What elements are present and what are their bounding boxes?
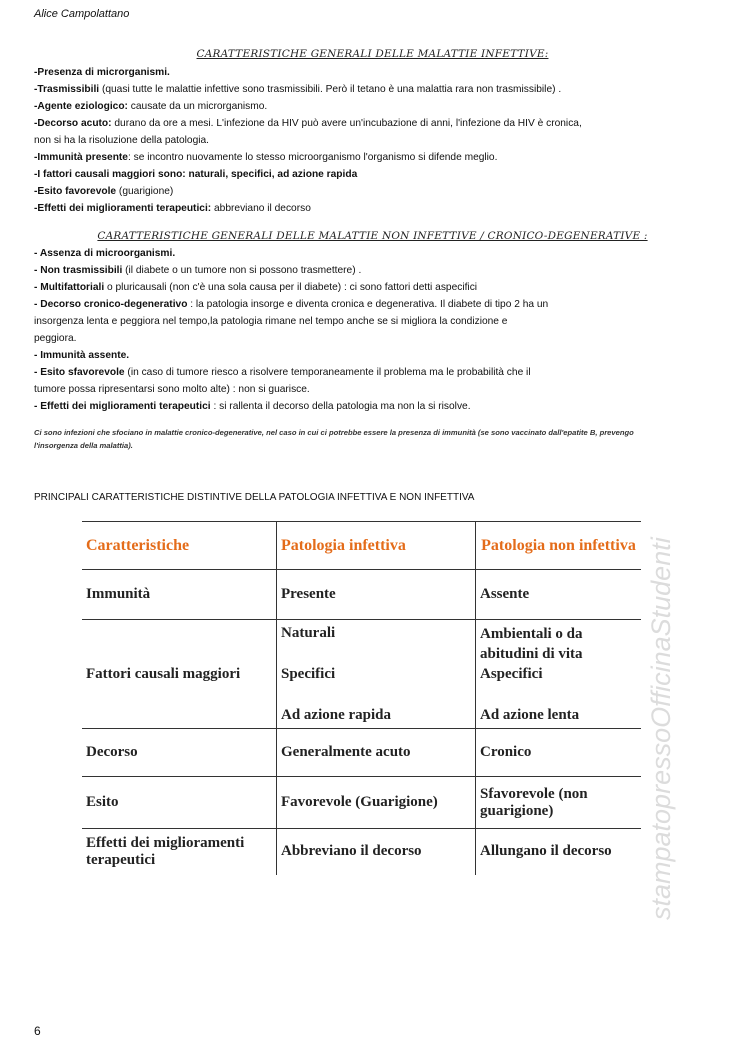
list-item <box>34 64 654 81</box>
row-label: Immunità <box>82 570 277 620</box>
note-text: Ci sono infezioni che sfociano in malattie cronico-degenerative, nel caso in cui ci potrebbe essere la presenza di immunità (se sono vaccinato dall'epatite B, prevengo l'insorgenza della malattia). <box>34 428 634 450</box>
cell-infective: Generalmente acuto <box>277 729 476 777</box>
cell-line: Ambientali o da abitudini di vita <box>480 625 583 662</box>
author-name: Alice Campolattano <box>34 8 130 20</box>
list-item <box>34 81 654 98</box>
item-bold-text: - Effetti dei miglioramenti terapeutici <box>34 401 211 412</box>
item-bold-text: - Non trasmissibili <box>34 265 123 276</box>
item-bold-text: - Immunità assente. <box>34 350 130 361</box>
item-bold-text: -Immunità presente <box>34 152 128 163</box>
item-text: insorgenza lenta e peggiora nel tempo,la patologia rimane nel tempo anche se si migliora la condizione e <box>34 316 508 327</box>
item-bold-text: -Trasmissibili <box>34 84 100 95</box>
table-row <box>82 729 641 777</box>
cell-non-infective <box>476 620 642 729</box>
list-item <box>34 381 654 398</box>
page-number: 6 <box>34 1024 41 1038</box>
item-text: o pluricausali (non c'è una sola causa per il diabete) : ci sono fattori detti aspecifici <box>104 282 478 293</box>
list-item <box>34 115 654 132</box>
item-text: (il diabete o un tumore non si possono trasmettere) . <box>122 265 362 276</box>
list-item <box>34 132 654 149</box>
list-item <box>34 347 654 364</box>
table-header-non-infective: Patologia non infettiva <box>476 522 642 570</box>
item-text: : si rallenta il decorso della patologia ma non la si risolve. <box>210 401 471 412</box>
item-text: tumore possa ripresentarsi sono molto alte) : non si guarisce. <box>34 384 310 395</box>
item-bold-text: -I fattori causali maggiori sono: naturali, specifici, ad azione rapida <box>34 169 358 180</box>
item-bold-text: -Agente eziologico: <box>34 101 128 112</box>
section-title-non-infective: CARATTERISTICHE GENERALI DELLE MALATTIE NON INFETTIVE / CRONICO-DEGENERATIVE : <box>97 230 648 242</box>
list-item <box>34 98 654 115</box>
item-bold-text: - Decorso cronico-degenerativo <box>34 299 188 310</box>
list-item <box>34 313 654 330</box>
cell-infective: Favorevole (Guarigione) <box>277 777 476 829</box>
table-header-characteristics: Caratteristiche <box>82 522 277 570</box>
item-bold-text: - Esito sfavorevole <box>34 367 125 378</box>
cell-non-infective: Assente <box>476 570 642 620</box>
row-label: Decorso <box>82 729 277 777</box>
row-label: Esito <box>82 777 277 829</box>
table-row <box>82 620 641 729</box>
cell-non-infective: Sfavorevole (non guarigione) <box>476 777 642 829</box>
list-item <box>34 166 654 183</box>
item-text: non si ha la risoluzione della patologia. <box>34 135 210 146</box>
cell-non-infective: Allungano il decorso <box>480 843 612 860</box>
list-item <box>34 200 654 217</box>
item-text: causate da un microrganismo. <box>127 101 268 112</box>
item-text: (quasi tutte le malattie infettive sono trasmissibili. Però il tetano è una malattia rara non trasmissibile) . <box>99 84 562 95</box>
item-text: (guarigione) <box>116 186 174 197</box>
item-bold-text: -Presenza di microrganismi. <box>34 67 170 78</box>
cell-line: Aspecifici <box>480 665 543 682</box>
non-infective-characteristics-list <box>34 245 654 415</box>
section-title-infective: CARATTERISTICHE GENERALI DELLE MALATTIE INFETTIVE: <box>196 48 549 60</box>
list-item <box>34 183 654 200</box>
item-bold-text: -Decorso acuto: <box>34 118 112 129</box>
list-item <box>34 296 654 313</box>
item-bold-text: -Effetti dei miglioramenti terapeutici: <box>34 203 212 214</box>
row-label: Effetti dei miglioramenti terapeutici <box>82 829 277 875</box>
table-caption: PRINCIPALI CARATTERISTICHE DISTINTIVE DELLA PATOLOGIA INFETTIVA E NON INFETTIVA <box>34 492 475 503</box>
table-header-infective: Patologia infettiva <box>277 522 476 570</box>
table-row <box>82 829 641 875</box>
comparison-table <box>82 521 641 875</box>
row-label: Fattori causali maggiori <box>82 620 277 729</box>
list-item <box>34 364 654 381</box>
list-item <box>34 262 654 279</box>
cell-infective <box>277 620 476 729</box>
item-text: peggiora. <box>34 333 77 344</box>
item-bold-text: - Multifattoriali <box>34 282 105 293</box>
cell-line: Ad azione rapida <box>281 707 392 723</box>
item-bold-text: -Esito favorevole <box>34 186 117 197</box>
item-text: (in caso di tumore riesco a risolvere temporaneamente il problema ma le probabilità che il <box>124 367 531 378</box>
cell-infective: Presente <box>277 570 476 620</box>
item-text: durano da ore a mesi. L'infezione da HIV può avere un'incubazione di anni, l'infezione da HIV è cronica, <box>111 118 582 129</box>
watermark-text: stampatopressoOfficinaStudenti <box>646 537 676 920</box>
cell-line: Naturali <box>281 625 336 641</box>
cell-line: Ad azione lenta <box>480 706 580 723</box>
infective-characteristics-list <box>34 64 654 217</box>
table-row <box>82 777 641 829</box>
item-text: : se incontro nuovamente lo stesso microorganismo l'organismo si difende meglio. <box>127 152 498 163</box>
cell-line: Specifici <box>281 666 336 682</box>
item-text: abbreviano il decorso <box>211 203 311 214</box>
list-item <box>34 149 654 166</box>
list-item <box>34 245 654 262</box>
list-item <box>34 279 654 296</box>
item-text: : la patologia insorge e diventa cronica e degenerativa. Il diabete di tipo 2 ha un <box>187 299 549 310</box>
list-item <box>34 330 654 347</box>
table-row <box>82 570 641 620</box>
cell-infective: Abbreviano il decorso <box>277 829 476 875</box>
item-bold-text: - Assenza di microorganismi. <box>34 248 176 259</box>
cell-non-infective: Cronico <box>476 729 642 777</box>
list-item <box>34 398 654 415</box>
